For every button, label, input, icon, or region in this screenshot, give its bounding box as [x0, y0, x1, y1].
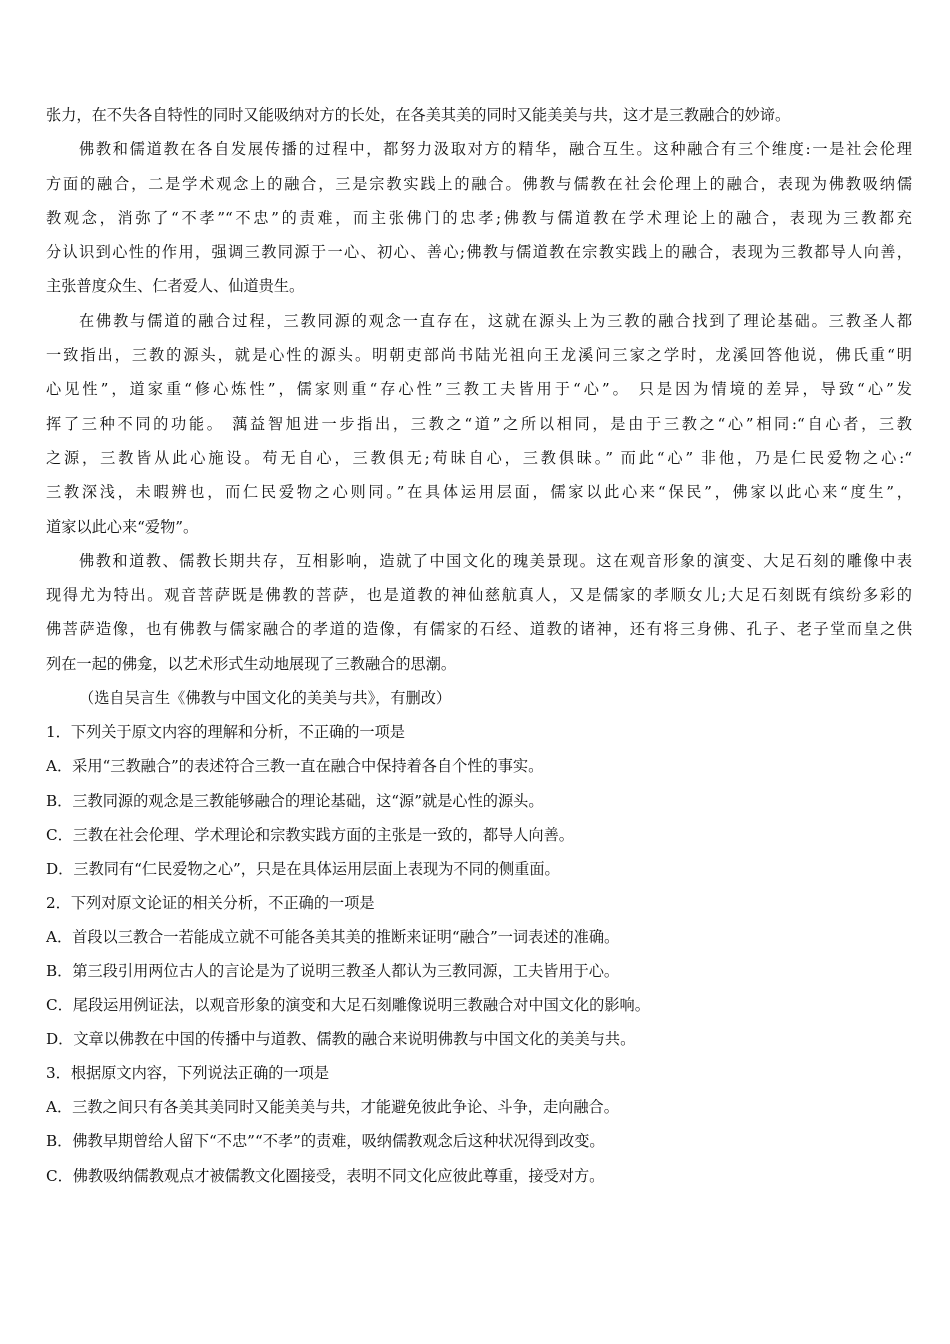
question-3 — [46, 1056, 912, 1192]
text-line: 张力，在不失各自特性的同时又能吸纳对方的长处，在各美其美的同时又能美美与共，这才是三教融合的妙谛。 — [46, 106, 791, 124]
text-line: 在佛教与儒道的融合过程，三教同源的观念一直存在，这就在源头上为三教的融合找到了理论基础。三教圣人都 — [79, 311, 912, 330]
text-line: 列在一起的佛龛，以艺术形式生动地展现了三教融合的思潮。 — [46, 654, 457, 673]
question-1 — [46, 715, 912, 885]
question-stem: 3．根据原文内容，下列说法正确的一项是 — [46, 1064, 330, 1083]
paragraph-4 — [46, 544, 912, 681]
text-line: 心见性”，道家重“修心炼性”，儒家则重“存心性”三教工夫皆用于“心”。 只是因为情境的差异，导致“心”发 — [46, 380, 912, 399]
text-line: 现得尤为特出。观音菩萨既是佛教的菩萨，也是道教的神仙慈航真人，又是儒家的孝顺女儿;大足石刻既有缤纷多彩的 — [46, 586, 912, 605]
option-b: B．第三段引用两位古人的言论是为了说明三教圣人都认为三教同源，工夫皆用于心。 — [46, 962, 620, 980]
text-line: 佛教和道教、儒教长期共存，互相影响，造就了中国文化的瑰美景现。这在观音形象的演变、大足石刻的雕像中表 — [79, 551, 912, 570]
text-line: 一致指出，三教的源头，就是心性的源头。明朝吏部尚书陆光祖向王龙溪问三家之学时，龙溪回答他说，佛氏重“明 — [46, 346, 912, 365]
question-stem: 2．下列对原文论证的相关分析，不正确的一项是 — [46, 893, 375, 912]
document-page — [46, 98, 912, 1193]
text-line: 挥了三种不同的功能。 蕅益智旭进一步指出，三教之“道”之所以相同，是由于三教之“心”相同:“自心者，三教 — [46, 414, 912, 433]
text-line: 佛教和儒道教在各自发展传播的过程中，都努力汲取对方的精华，融合互生。这种融合有三个维度:一是社会伦理 — [79, 140, 912, 159]
question-2 — [46, 886, 912, 1056]
option-b: B．佛教早期曾给人留下“不忠”“不孝”的责难，吸纳儒教观念后这种状况得到改变。 — [46, 1132, 605, 1151]
option-a: A．采用“三教融合”的表述符合三教一直在融合中保持着各自个性的事实。 — [46, 757, 544, 776]
text-line: 主张普度众生、仁者爱人、仙道贵生。 — [46, 277, 305, 296]
option-c: C．三教在社会伦理、学术理论和宗教实践方面的主张是一致的，都导人向善。 — [46, 825, 574, 844]
text-line: 之源，三教皆从此心施设。苟无自心，三教俱无;苟昧自心，三教俱昧。” 而此“心” 非他，乃是仁民爱物之心:“ — [46, 448, 912, 467]
text-line: 三教深浅，未暇辨也，而仁民爱物之心则同。”在具体运用层面，儒家以此心来“保民”，佛家以此心来“度生”， — [46, 483, 912, 502]
option-b: B．三教同源的观念是三教能够融合的理论基础，这“源”就是心性的源头。 — [46, 791, 544, 810]
text-line: 道家以此心来“爱物”。 — [46, 517, 199, 536]
option-a: A．三教之间只有各美其美同时又能美美与共，才能避免彼此争论、斗争，走向融合。 — [46, 1098, 619, 1117]
option-c: C．佛教吸纳儒教观点才被儒教文化圈接受，表明不同文化应彼此尊重，接受对方。 — [46, 1166, 605, 1185]
option-d: D．三教同有“仁民爱物之心”，只是在具体运用层面上表现为不同的侧重面。 — [46, 859, 560, 878]
paragraph-3 — [46, 304, 912, 544]
option-c: C．尾段运用例证法，以观音形象的演变和大足石刻雕像说明三教融合对中国文化的影响。 — [46, 996, 650, 1015]
option-a: A．首段以三教合一若能成立就不可能各美其美的推断来证明“融合”一词表述的准确。 — [46, 927, 620, 946]
text-line: 佛菩萨造像，也有佛教与儒家融合的孝道的造像，有儒家的石经、道教的诸神，还有将三身佛、孔子、老子堂而皇之供 — [46, 620, 912, 639]
question-stem: 1．下列关于原文内容的理解和分析，不正确的一项是 — [46, 723, 405, 742]
source-citation: （选自吴言生《佛教与中国文化的美美与共》，有删改） — [79, 689, 452, 708]
text-line: 方面的融合，二是学术观念上的融合，三是宗教实践上的融合。佛教与儒教在社会伦理上的融合，表现为佛教吸纳儒 — [46, 174, 912, 193]
paragraph-1 — [46, 98, 912, 132]
text-line: 分认识到心性的作用，强调三教同源于一心、初心、善心;佛教与儒道教在宗教实践上的融合，表现为三教都导人向善， — [46, 243, 912, 262]
text-line: 教观念，消弥了“不孝”“不忠”的责难，而主张佛门的忠孝;佛教与儒道教在学术理论上的融合，表现为三教都充 — [46, 208, 912, 227]
option-d: D．文章以佛教在中国的传播中与道教、儒教的融合来说明佛教与中国文化的美美与共。 — [46, 1030, 636, 1049]
paragraph-2 — [46, 132, 912, 303]
